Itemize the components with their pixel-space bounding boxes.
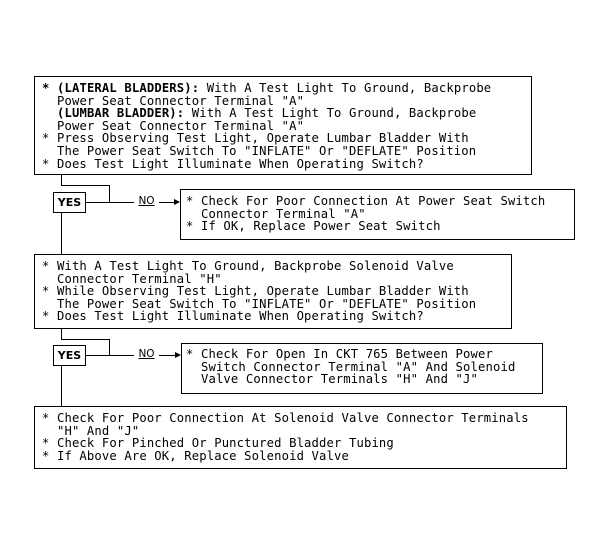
step1-line4: Power Seat Connector Terminal "A": [57, 118, 305, 133]
connector-yes1-to-no1: [86, 202, 134, 203]
step1-line1-text: With A Test Light To Ground, Backprobe: [206, 81, 492, 95]
no1-line1: * Check For Poor Connection At Power Seat Switch: [186, 194, 546, 208]
connector-branch1-bar: [61, 185, 109, 186]
no-label-2: NO: [138, 348, 155, 360]
step1-line6: The Power Seat Switch To "INFLATE" Or "DEFLATE" Position: [42, 144, 477, 158]
step2-line4: The Power Seat Switch To "INFLATE" Or "DEFLATE" Position: [42, 296, 477, 311]
step3-line3: * Check For Pinched Or Punctured Bladder Tubing: [42, 436, 394, 451]
step3-line1: * Check For Poor Connection At Solenoid Valve Connector Terminals: [42, 411, 529, 425]
connector-no2-to-action: [159, 355, 175, 356]
step1-line3-text: With A Test Light To Ground, Backprobe: [191, 106, 477, 121]
connector-no1-to-action: [159, 202, 174, 203]
step1-line3: [57, 107, 476, 120]
no-label-1: NO: [138, 195, 155, 207]
connector-step1-down: [61, 175, 62, 185]
step1-line2: Power Seat Connector Terminal "A": [57, 93, 305, 108]
yes-label-2: YES: [53, 345, 86, 366]
step1-line7: * Does Test Light Illuminate When Operating Switch?: [42, 156, 424, 171]
no1-line3: * If OK, Replace Power Seat Switch: [186, 219, 441, 234]
step2-line5: * Does Test Light Illuminate When Operating Switch?: [42, 309, 424, 324]
connector-yes2-to-no2: [86, 355, 134, 356]
bullet-star: *: [42, 81, 50, 95]
connector-branch1-no-drop: [109, 185, 110, 202]
step3-line2: "H" And "J": [42, 423, 140, 438]
step3-line4: * If Above Are OK, Replace Solenoid Valve: [42, 448, 349, 463]
step2-line2: Connector Terminal "H": [42, 271, 222, 286]
connector-yes2-down: [61, 366, 62, 406]
no1-line2: Connector Terminal "A": [186, 206, 366, 221]
step2-line3: * While Observing Test Light, Operate Lumbar Bladder With: [42, 284, 469, 299]
connector-branch2-no-drop: [109, 339, 110, 355]
connector-step2-down: [61, 329, 62, 339]
lumbar-bladder-label: (LUMBAR BLADDER):: [57, 106, 185, 121]
connector-branch2-bar: [61, 339, 109, 340]
no2-line3: Valve Connector Terminals "H" And "J": [186, 372, 479, 387]
yes-label-1: YES: [53, 192, 86, 213]
step1-line5: * Press Observing Test Light, Operate Lumbar Bladder With: [42, 131, 469, 146]
no2-line1: * Check For Open In CKT 765 Between Power: [186, 347, 493, 361]
step1-line1: [42, 82, 491, 95]
no2-line2: Switch Connector Terminal "A" And Solenoid: [186, 359, 516, 374]
step2-line1: * With A Test Light To Ground, Backprobe Solenoid Valve: [42, 259, 454, 273]
connector-yes1-down: [61, 213, 62, 254]
lateral-bladders-label: (LATERAL BLADDERS):: [57, 81, 200, 95]
